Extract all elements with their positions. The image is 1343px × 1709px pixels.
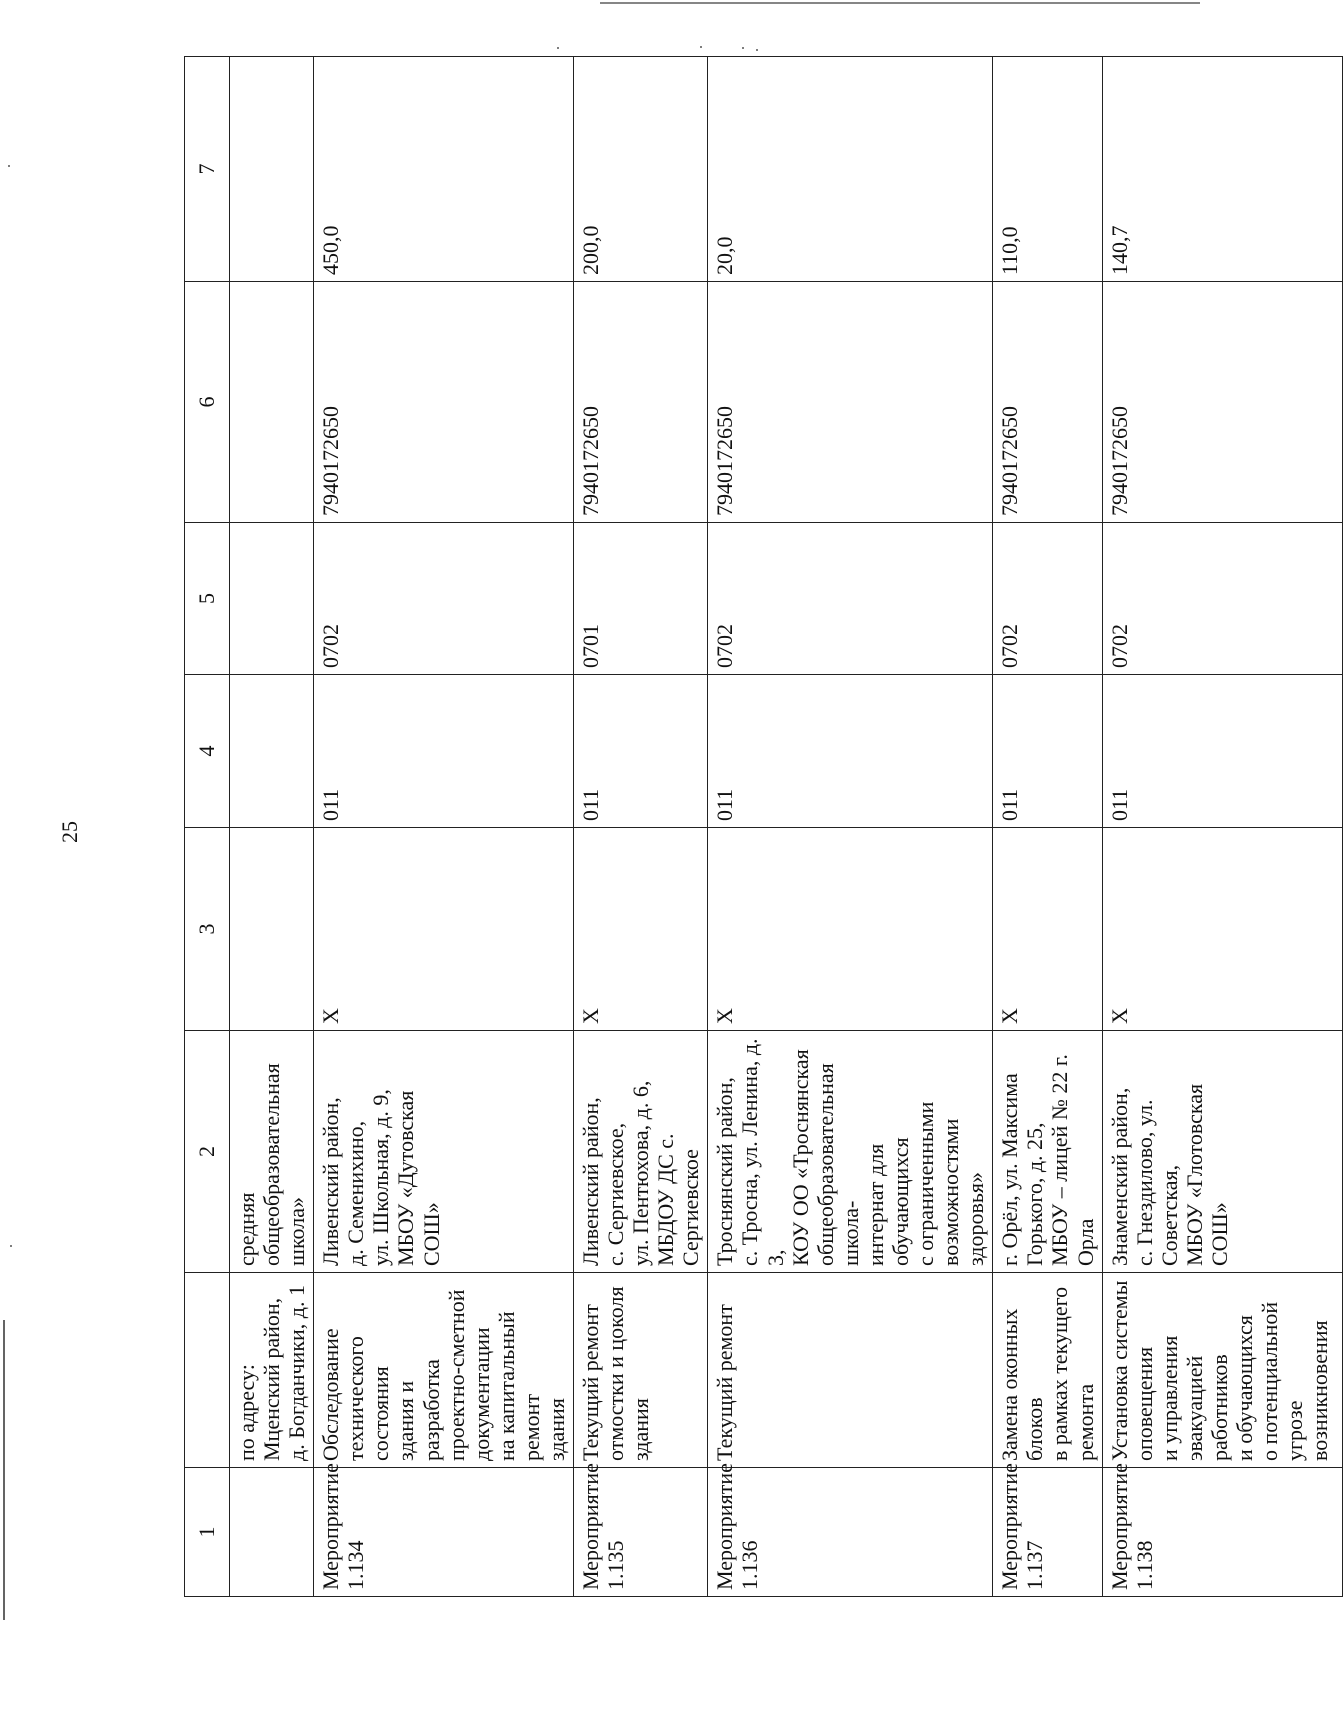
column-number-row: [185, 57, 230, 1597]
target-article-cell: 7940172650: [993, 282, 1102, 523]
scan-speck: [10, 1245, 12, 1247]
institution-address-cell: Ливенский район, с. Сергиевское, ул. Пентюхова, д. 6, МБДОУ ДС с. Сергиевское: [574, 1031, 708, 1273]
section-code-cell: 0702: [708, 523, 993, 675]
scan-edge-line-left: [3, 1320, 5, 1620]
section-code-cell: 0702: [993, 523, 1102, 675]
column-number: 1: [185, 1468, 230, 1597]
code-cell: 011: [1102, 675, 1342, 828]
column-number: 3: [185, 828, 230, 1031]
section-code-cell: 0702: [314, 523, 574, 675]
event-description-cell: Текущий ремонт отмостки и цоколя здания: [574, 1273, 708, 1468]
scan-edge-line-top: [600, 2, 1200, 4]
mark-cell: X: [993, 828, 1102, 1031]
rotated-table-frame: [184, 57, 1333, 1597]
mark-cell: X: [1102, 828, 1342, 1031]
scan-speck: [700, 46, 702, 48]
section-code-cell: 0701: [574, 523, 708, 675]
event-id-cell: [230, 1468, 314, 1597]
column-number: 6: [185, 282, 230, 523]
column-number: 2: [185, 1031, 230, 1273]
institution-address-cell: средняя общеобразовательная школа»: [230, 1031, 314, 1273]
amount-cell: 450,0: [314, 57, 574, 282]
event-id-cell: Мероприятие 1.136: [708, 1468, 993, 1597]
scan-speck: [742, 47, 744, 49]
institution-address-cell: Знаменский район, с. Гнездилово, ул. Советская, МБОУ «Глотовская СОШ»: [1102, 1031, 1342, 1273]
column-number: 4: [185, 675, 230, 828]
code-cell: 011: [708, 675, 993, 828]
table-row: [1102, 57, 1342, 1597]
column-number: 5: [185, 523, 230, 675]
event-id-cell: Мероприятие 1.137: [993, 1468, 1102, 1597]
table-row: [574, 57, 708, 1597]
institution-address-cell: г. Орёл, ул. Максима Горького, д. 25, МБОУ – лицей № 22 г. Орла: [993, 1031, 1102, 1273]
target-article-cell: 7940172650: [708, 282, 993, 523]
target-article-cell: [230, 282, 314, 523]
target-article-cell: 7940172650: [574, 282, 708, 523]
event-description-cell: Текущий ремонт: [708, 1273, 993, 1468]
amount-cell: 110,0: [993, 57, 1102, 282]
mark-cell: X: [314, 828, 574, 1031]
target-article-cell: 7940172650: [1102, 282, 1342, 523]
event-description-cell: по адресу: Мценский район, д. Богданчики, д. 1: [230, 1273, 314, 1468]
budget-table: [184, 56, 1343, 1597]
code-cell: 011: [574, 675, 708, 828]
amount-cell: 200,0: [574, 57, 708, 282]
target-article-cell: 7940172650: [314, 282, 574, 523]
section-code-cell: 0702: [1102, 523, 1342, 675]
column-number: 7: [185, 57, 230, 282]
code-cell: 011: [993, 675, 1102, 828]
table-row: [708, 57, 993, 1597]
scan-speck: [8, 165, 10, 167]
mark-cell: X: [574, 828, 708, 1031]
scan-speck: [557, 47, 559, 49]
mark-cell: [230, 828, 314, 1031]
page-number: 25: [57, 821, 82, 843]
table-row-continuation: [230, 57, 314, 1597]
amount-cell: [230, 57, 314, 282]
mark-cell: X: [708, 828, 993, 1031]
amount-cell: 140,7: [1102, 57, 1342, 282]
event-description-cell: Обследование технического состояния здания и разработка проектно-сметной документации на капитальный ремонт здания: [314, 1273, 574, 1468]
column-number: [185, 1273, 230, 1468]
event-id-cell: Мероприятие 1.135: [574, 1468, 708, 1597]
amount-cell: 20,0: [708, 57, 993, 282]
section-code-cell: [230, 523, 314, 675]
code-cell: 011: [314, 675, 574, 828]
table-row: [314, 57, 574, 1597]
scan-speck: [756, 49, 758, 51]
event-id-cell: Мероприятие 1.134: [314, 1468, 574, 1597]
table-row: [993, 57, 1102, 1597]
institution-address-cell: Ливенский район, д. Семенихино, ул. Школьная, д. 9, МБОУ «Дутовская СОШ»: [314, 1031, 574, 1273]
event-id-cell: Мероприятие 1.138: [1102, 1468, 1342, 1597]
code-cell: [230, 675, 314, 828]
institution-address-cell: Троснянский район, с. Тросна, ул. Ленина, д. 3, КОУ ОО «Троснянская общеобразовательная школа- интернат для обучающихся с ограниченными возможностями здоровья»: [708, 1031, 993, 1273]
event-description-cell: Установка системы оповещения и управления эвакуацией работников и обучающихся о потенциальной угрозе возникновения: [1102, 1273, 1342, 1468]
event-description-cell: Замена оконных блоков в рамках текущего ремонта: [993, 1273, 1102, 1468]
